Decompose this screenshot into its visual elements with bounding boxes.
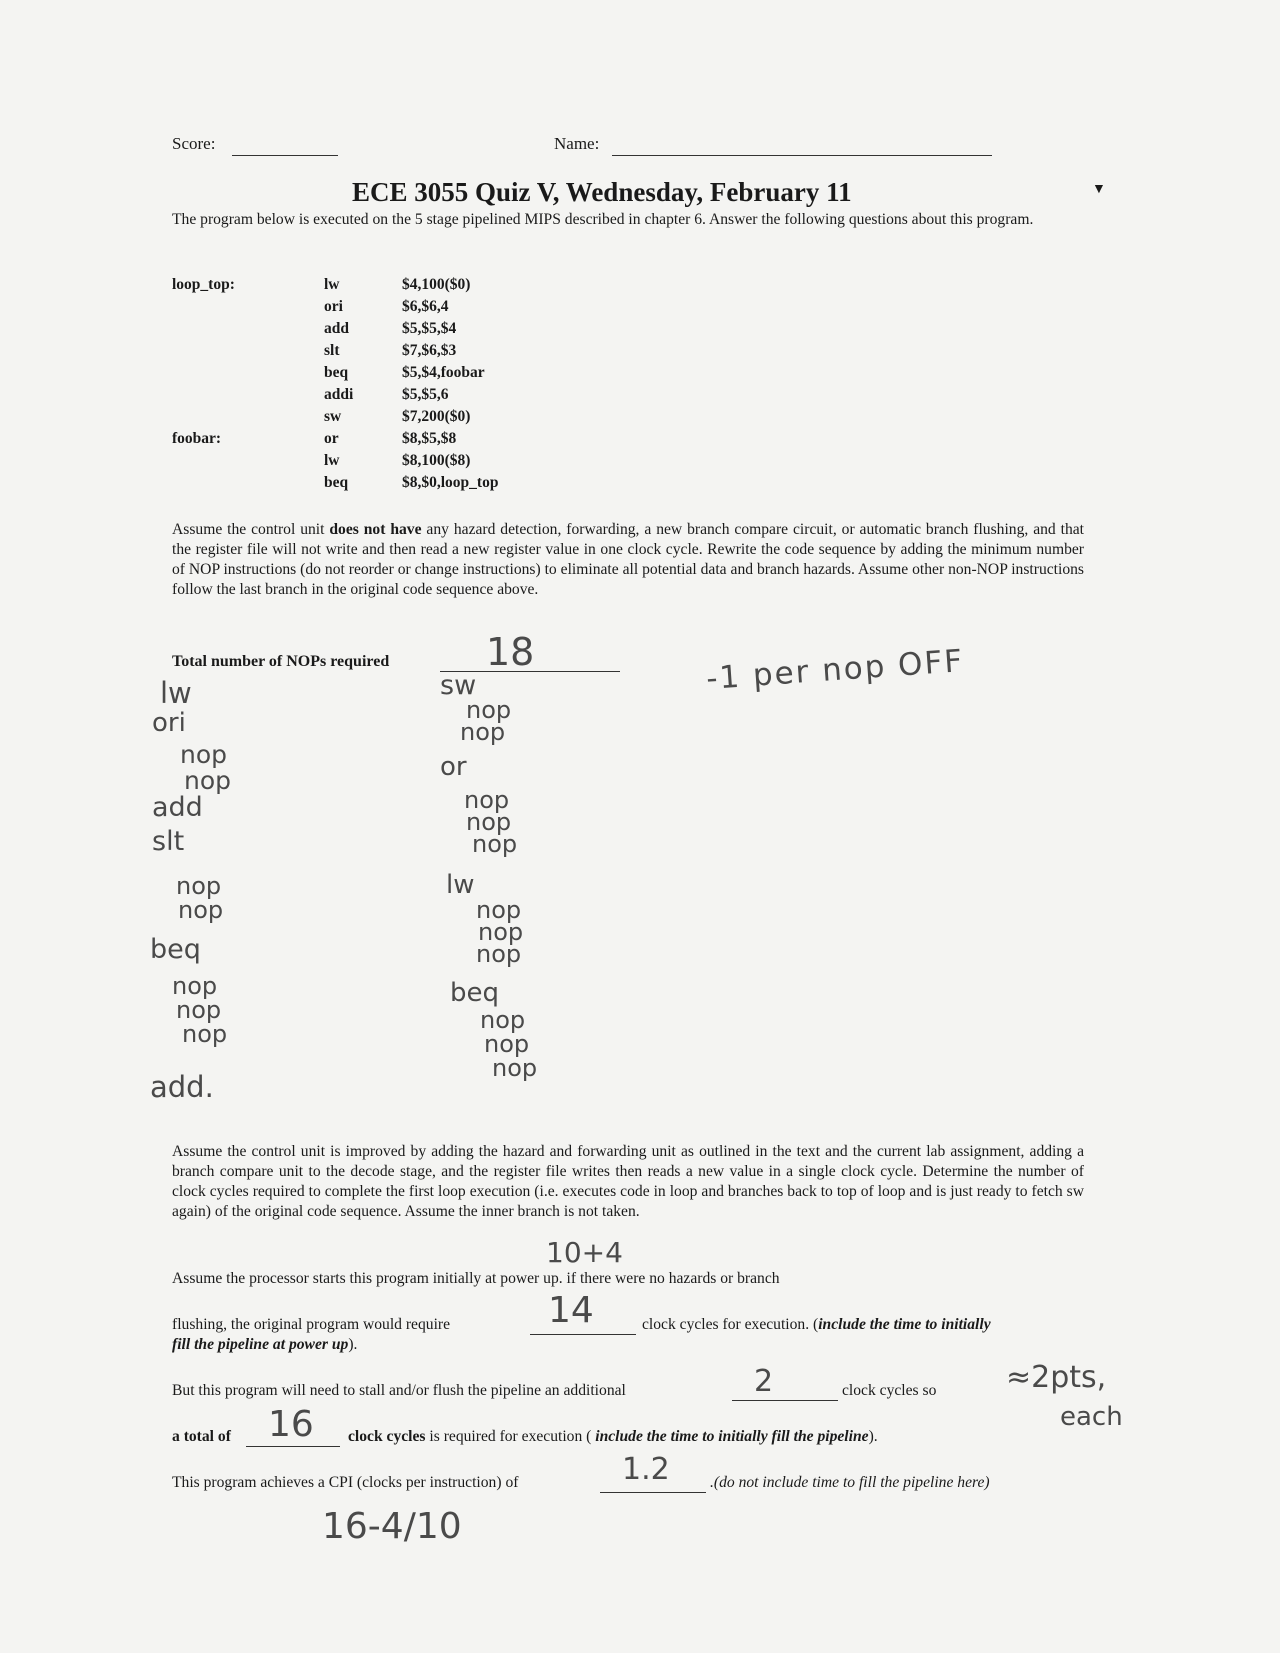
hw-line: nop [178,896,224,924]
hw-line: lw [160,676,192,710]
stall-answer-line[interactable] [732,1382,838,1401]
hw-line: nop [478,918,524,946]
hw-line: nop [466,808,512,836]
part2-line3 [172,1336,357,1354]
hw-line: nop [172,972,218,1000]
hw-line: add [152,792,203,823]
score-label: Score: [172,134,216,153]
grader-points: ≈2pts, [1006,1360,1107,1395]
nops-label: Total number of NOPs required [172,653,390,670]
part2-line4: But this program will need to stall and/or flush the pipeline an additional [172,1382,626,1399]
hw-line: nop [492,1054,538,1082]
hw-line: nop [180,740,228,769]
code-operands: $8,100($8) [402,452,471,469]
work-10-plus-4: 10+4 [546,1236,623,1269]
hw-line: nop [466,696,512,724]
nops-answer: 18 [486,630,535,674]
hw-line: slt [152,826,185,857]
hw-line: nop [184,766,232,795]
line5-emphasis: include the time to initially fill the pipeline [595,1428,869,1445]
code-opcode: add [324,320,349,337]
part2-line4-end: clock cycles so [842,1382,937,1399]
part1-text-start: Assume the control unit [172,521,330,538]
intro-text: The program below is executed on the 5 stage pipelined MIPS described in chapter 6. Answer the following questions about this program. [172,211,1034,228]
code-label: foobar: [172,430,222,447]
hw-line: beq [450,978,500,1008]
name-label: Name: [554,134,600,153]
hw-line: nop [460,718,506,746]
line3-end: ). [348,1336,358,1353]
line5-bold: clock cycles [348,1428,426,1445]
code-opcode: lw [324,276,340,293]
line3-emphasis: fill the pipeline at power up [172,1336,349,1353]
line5-end: ). [868,1428,878,1445]
code-operands: $5,$5,6 [402,386,449,403]
code-opcode: ori [324,298,343,315]
code-opcode: lw [324,452,340,469]
part1-text-end: any hazard detection, forwarding, a new branch compare circuit, or automatic branch flushing, and that the register file will not write and then read a new register value in one clock cycle. Rewrite the code sequence by adding the minimum number of NOP instructions (do not reorder or change instructions) to eliminate all potential data and branch hazards. Assume other non-NOP instructions follow the last branch in the original code sequence above. [172,521,1084,598]
grader-note: -1 per nop OFF [705,643,966,697]
part2-line1: Assume the processor starts this program initially at power up. if there were no hazards or branch [172,1270,780,1287]
hw-line: nop [472,830,518,858]
hw-line: beq [150,934,201,965]
line5-start: a total of [172,1428,231,1445]
part2-line6-end [710,1474,990,1492]
code-opcode: or [324,430,339,447]
hw-line: ori [152,708,186,738]
code-opcode: beq [324,474,349,491]
total-answer: 16 [268,1404,314,1445]
hw-line: nop [476,940,522,968]
code-opcode: sw [324,408,342,425]
hw-line: nop [476,896,522,924]
hw-line: nop [182,1020,228,1048]
hw-line: or [440,752,467,782]
part2-line2 [172,1316,450,1334]
name-field[interactable] [612,138,992,156]
part2-instructions: Assume the control unit is improved by adding the hazard and forwarding unit as outlined in the text and the current lab assignment, adding a branch compare unit to the decode stage, and the register file writes then reads a new value in a single clock cycle. Determine the number of clock cycles required to complete the first loop execution (i.e. executes code in loop and branches back to top of loop and is just ready to fetch sw again) of the original code sequence. Assume the inner branch is not taken. [172,1143,1084,1220]
part2-line2-end [642,1316,991,1334]
cycles-answer: 14 [548,1290,594,1331]
code-opcode: slt [324,342,340,359]
line2-emphasis: include the time to initially [818,1316,991,1333]
code-listing [172,276,592,496]
hw-line: nop [176,872,222,900]
part1-emphasis: does not have [329,521,422,538]
code-opcode: beq [324,364,349,381]
code-operands: $8,$5,$8 [402,430,457,447]
code-operands: $5,$4,foobar [402,364,485,381]
code-operands: $4,100($0) [402,276,471,293]
code-operands: $8,$0,loop_top [402,474,499,491]
line2-start: flushing, the original program would require [172,1316,451,1333]
margin-mark: ▼ [1092,182,1106,197]
code-operands: $7,$6,$3 [402,342,457,359]
code-operands: $5,$5,$4 [402,320,457,337]
code-label: loop_top: [172,276,235,293]
grader-each: each [1060,1402,1123,1432]
part2-line5-end [348,1428,878,1446]
line2-middle: clock cycles for execution. ( [642,1316,819,1333]
hw-line: nop [480,1006,526,1034]
cpi-work: 16-4/10 [322,1506,462,1547]
hw-line: nop [464,786,510,814]
hw-line: nop [484,1030,530,1058]
part1-instructions [172,520,1084,600]
code-operands: $7,200($0) [402,408,471,425]
quiz-title: ECE 3055 Quiz V, Wednesday, February 11 [352,177,852,207]
line6-emphasis: .(do not include time to fill the pipeline here) [710,1474,990,1491]
part2-line6: This program achieves a CPI (clocks per instruction) of [172,1474,519,1491]
stall-answer: 2 [754,1364,774,1399]
code-opcode: addi [324,386,354,403]
part2-line5 [172,1428,231,1446]
cpi-answer: 1.2 [622,1452,670,1487]
hw-line: add. [150,1070,214,1104]
score-field[interactable] [232,138,338,156]
hw-line: lw [446,870,475,900]
code-operands: $6,$6,4 [402,298,449,315]
hw-line: sw [440,670,477,701]
line5-middle: is required for execution ( [425,1428,596,1445]
hw-line: nop [176,996,222,1024]
